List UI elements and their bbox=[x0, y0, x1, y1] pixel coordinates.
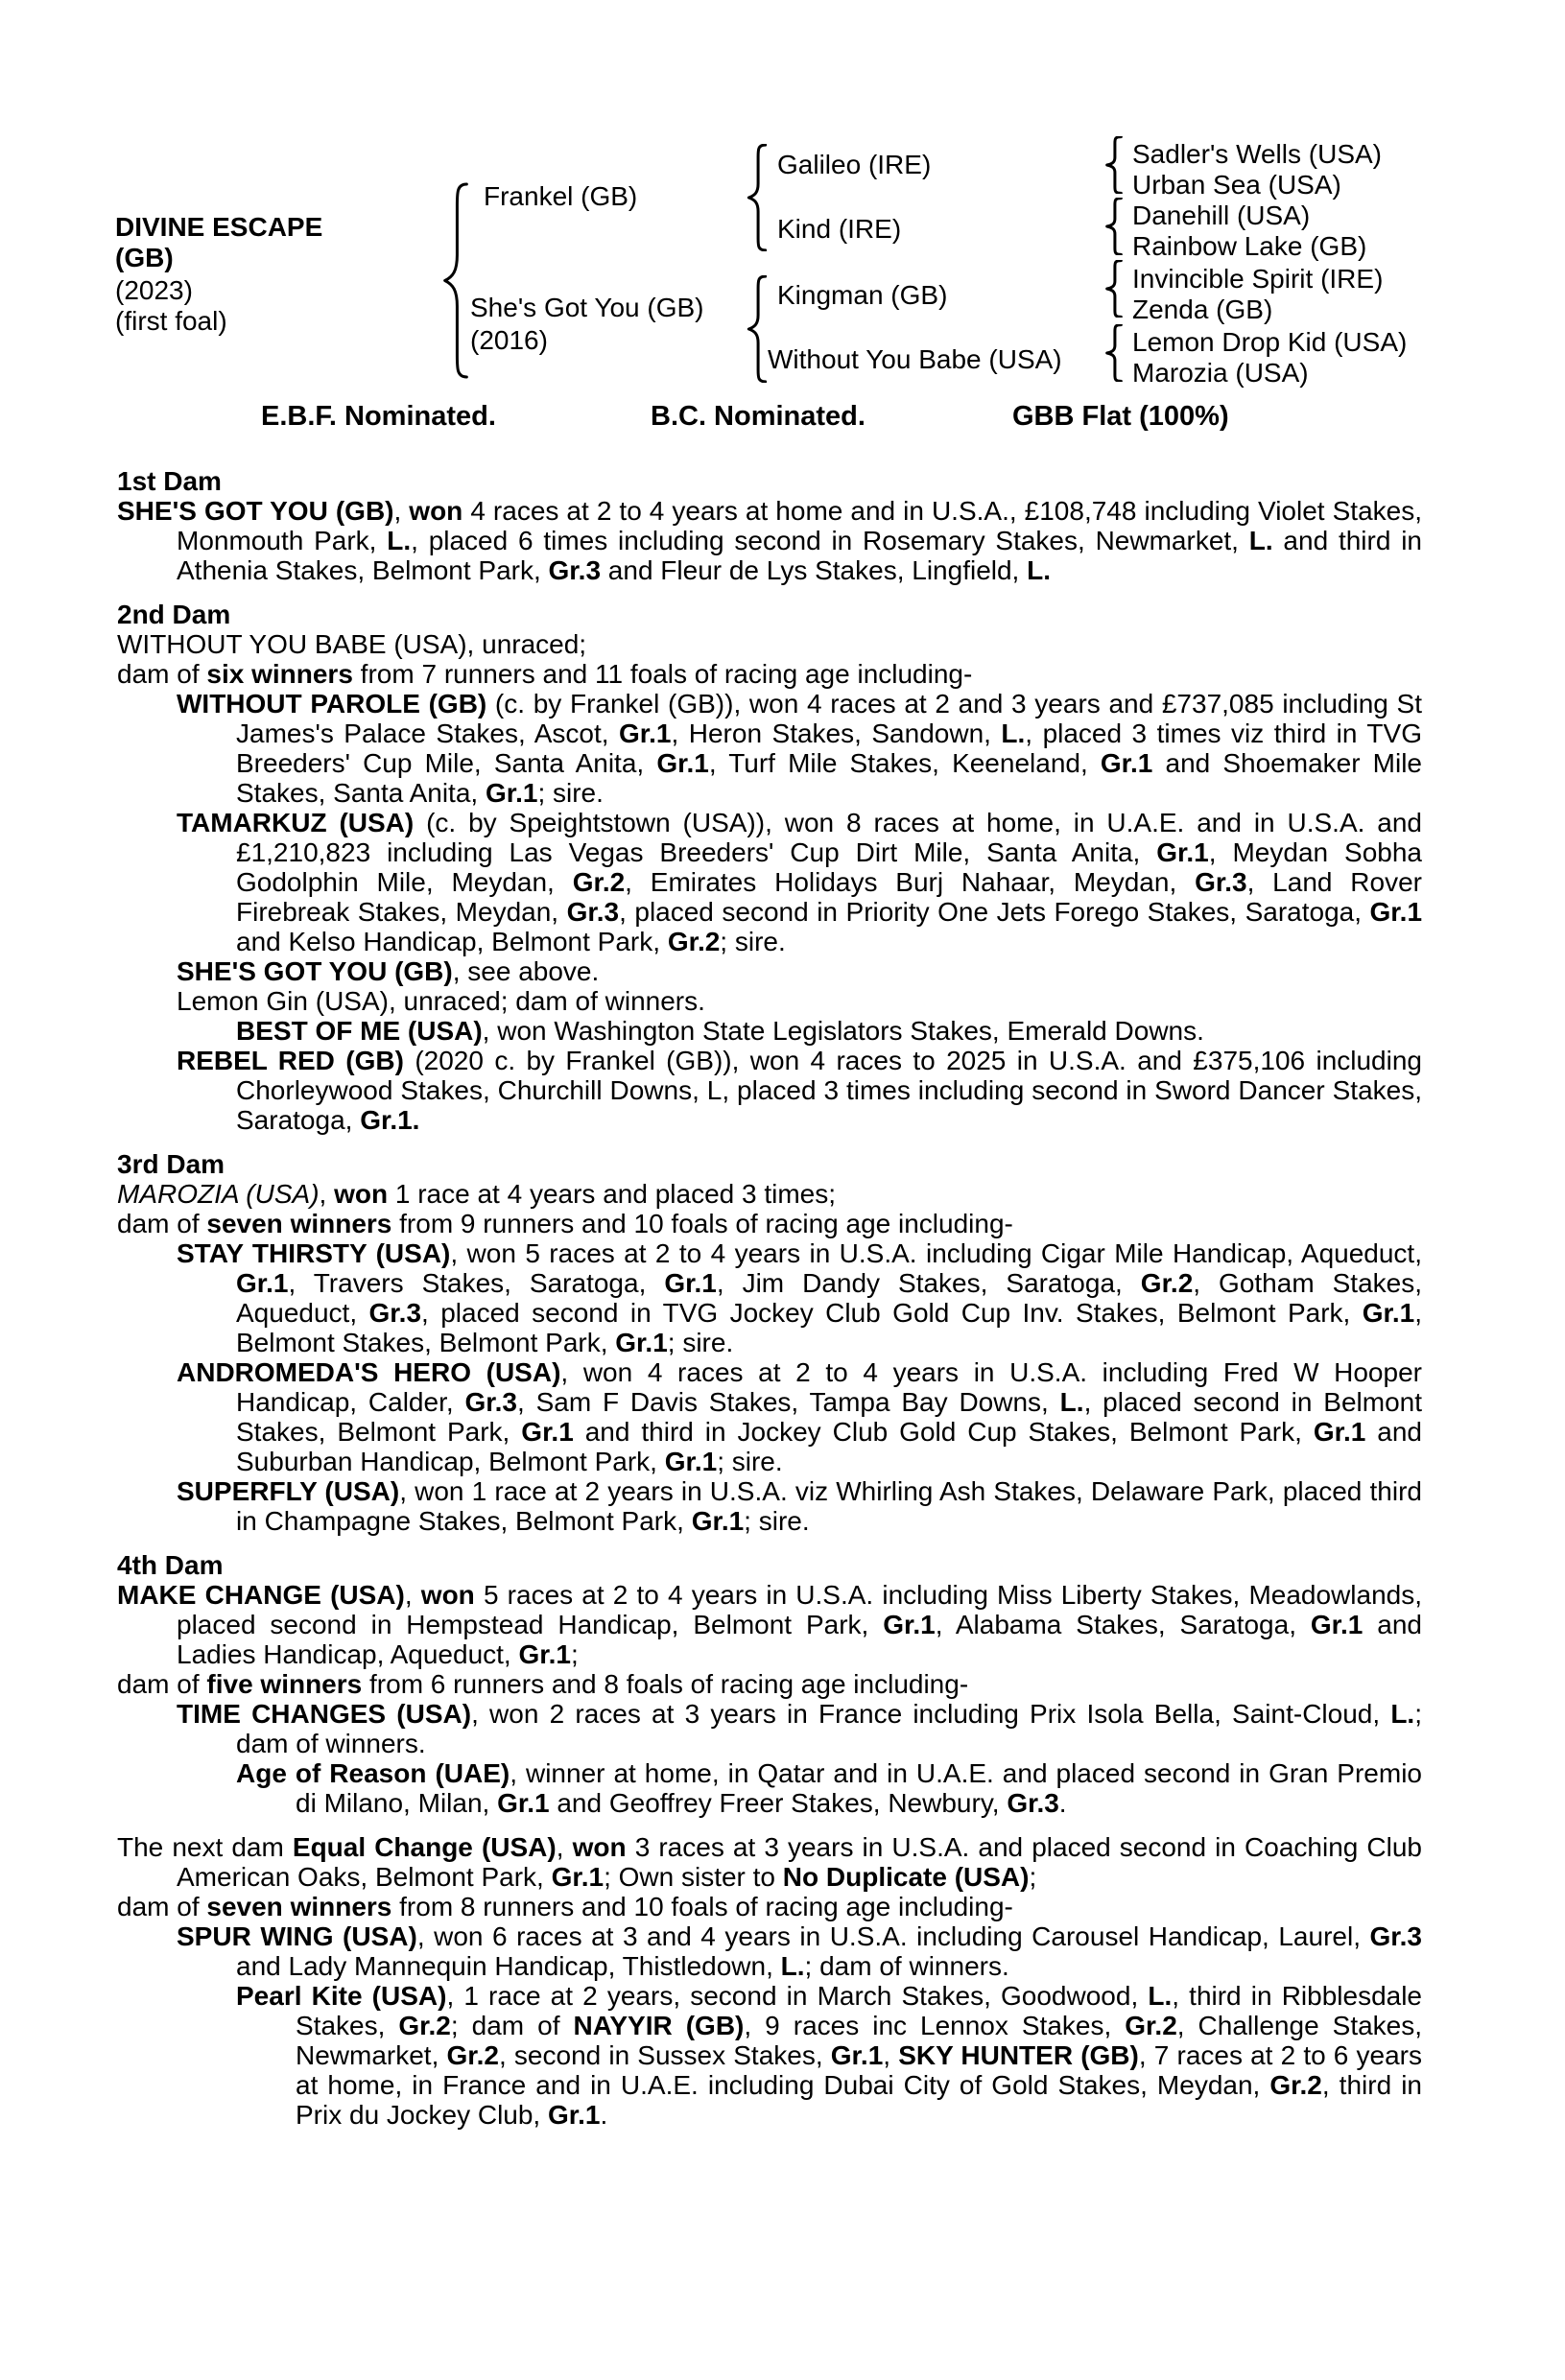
body-text: , Emirates Holidays Burj Nahaar, Meydan, bbox=[625, 867, 1196, 897]
body-text: 1 race at 4 years and placed 3 times; bbox=[388, 1179, 837, 1209]
body-text: ; sire. bbox=[667, 1328, 734, 1357]
grandam-dam: Without You Babe (USA) bbox=[768, 344, 1062, 374]
emphasis-text: REBEL RED (GB) bbox=[177, 1046, 404, 1075]
body-text: , bbox=[883, 2040, 899, 2070]
pedigree-brace-sire bbox=[745, 144, 770, 251]
body-text: 5 races at 2 to 4 years in U.S.A. including Miss Liberty Stakes, Meadowlands, placed second in Hempstead Handicap, Belmont Park, bbox=[177, 1580, 1423, 1639]
body-text: ; bbox=[570, 1639, 579, 1669]
body-text: , bbox=[556, 1832, 573, 1862]
great-grandparent-8: Marozia (USA) bbox=[1132, 358, 1309, 388]
body-text: , 1 race at 2 years, second in March Stakes, Goodwood, bbox=[446, 1981, 1149, 2011]
dam-section bbox=[117, 466, 1422, 585]
emphasis-text: NAYYIR (GB) bbox=[573, 2011, 745, 2040]
emphasis-text: Gr.1 bbox=[497, 1788, 550, 1818]
body-text: ; dam of bbox=[450, 2011, 574, 2040]
body-text: , Meydan Sobha Godolphin Mile, Meydan, bbox=[236, 837, 1422, 897]
body-text: , placed 6 times including second in Rosemary Stakes, Newmarket, bbox=[411, 526, 1249, 555]
emphasis-text: Gr.1 bbox=[1156, 837, 1209, 867]
body-text: dam of bbox=[117, 1209, 207, 1238]
grandam-sire: Kind (IRE) bbox=[777, 214, 902, 244]
emphasis-text: Age of Reason (UAE) bbox=[236, 1758, 510, 1788]
emphasis-text: Pearl Kite (USA) bbox=[236, 1981, 447, 2011]
emphasis-text: Gr.1 bbox=[615, 1328, 668, 1357]
para-dam-of-six-winners bbox=[117, 659, 1422, 689]
body-text: , won 5 races at 2 to 4 years in U.S.A. including Cigar Mile Handicap, Aqueduct, bbox=[450, 1238, 1422, 1268]
emphasis-text: L. bbox=[1001, 719, 1026, 748]
body-text: (2020 c. by Frankel (GB)), won 4 races to 2025 in U.S.A. and £375,106 including Chorleywood Stakes, Churchill Downs, L, placed 3 times including second in Sword Dancer Stakes, Saratoga, bbox=[236, 1046, 1422, 1135]
emphasis-text: Gr.1 bbox=[521, 1417, 574, 1447]
emphasis-text: Gr.2 bbox=[398, 2011, 451, 2040]
emphasis-text: L. bbox=[387, 526, 412, 555]
body-text: WITHOUT YOU BABE (USA), unraced; bbox=[117, 629, 587, 659]
emphasis-text: L. bbox=[1148, 1981, 1173, 2011]
dam-section bbox=[117, 600, 1422, 1135]
emphasis-text: Equal Change (USA) bbox=[292, 1832, 557, 1862]
body-text: , Land Rover Firebreak Stakes, Meydan, bbox=[236, 867, 1422, 927]
emphasis-text: Gr.1 bbox=[664, 1447, 718, 1476]
emphasis-text: won bbox=[409, 496, 463, 526]
ebf-nominated-label: E.B.F. Nominated. bbox=[261, 401, 496, 432]
para-shes-got-you-see-above bbox=[117, 956, 1422, 986]
emphasis-text: No Duplicate (USA) bbox=[782, 1862, 1030, 1892]
body-text: , bbox=[393, 496, 410, 526]
dam-year: (2016) bbox=[470, 325, 548, 355]
body-text: , second in Sussex Stakes, bbox=[499, 2040, 831, 2070]
body-text: , see above. bbox=[452, 956, 600, 986]
emphasis-text: Gr.1 bbox=[830, 2040, 884, 2070]
body-text: , Jim Dandy Stakes, Saratoga, bbox=[716, 1268, 1141, 1298]
emphasis-text: Gr.3 bbox=[464, 1387, 517, 1417]
body-text: dam of bbox=[117, 1669, 207, 1699]
body-text: and Ladies Handicap, Aqueduct, bbox=[177, 1610, 1422, 1669]
dam-section bbox=[117, 1149, 1422, 1536]
emphasis-text: STAY THIRSTY (USA) bbox=[177, 1238, 451, 1268]
body-text: 4 races at 2 to 4 years at home and in U.S.A., £108,748 including Violet Stakes, Monmouth Park, bbox=[177, 496, 1422, 555]
emphasis-text: SHE'S GOT YOU (GB) bbox=[117, 496, 394, 526]
pedigree-brace-dam bbox=[745, 275, 770, 383]
para-lemon-gin bbox=[117, 986, 1422, 1016]
grandsire-dam: Kingman (GB) bbox=[777, 280, 948, 310]
body-text: , won Washington State Legislators Stakes, Emerald Downs. bbox=[482, 1016, 1204, 1046]
body-text: , Turf Mile Stakes, Keeneland, bbox=[708, 748, 1101, 778]
body-text: , Belmont Stakes, Belmont Park, bbox=[236, 1298, 1423, 1357]
para-superfly bbox=[117, 1476, 1422, 1536]
body-text: , won 6 races at 3 and 4 years in U.S.A. including Carousel Handicap, Laurel, bbox=[416, 1921, 1370, 1951]
emphasis-text: L. bbox=[1248, 526, 1273, 555]
emphasis-text: Gr.1 bbox=[1100, 748, 1153, 778]
emphasis-text: MAKE CHANGE (USA) bbox=[117, 1580, 405, 1610]
body-text: from 7 runners and 11 foals of racing age including- bbox=[352, 659, 973, 689]
emphasis-text: Gr.1 bbox=[883, 1610, 936, 1639]
body-text: ; Own sister to bbox=[604, 1862, 783, 1892]
emphasis-text: Gr.1 bbox=[236, 1268, 289, 1298]
body-text: from 8 runners and 10 foals of racing age including- bbox=[391, 1892, 1013, 1921]
para-without-you-babe bbox=[117, 629, 1422, 659]
body-text: and Kelso Handicap, Belmont Park, bbox=[236, 927, 668, 956]
body-text: , placed second in Priority One Jets Forego Stakes, Saratoga, bbox=[619, 897, 1370, 927]
emphasis-text: Gr.1. bbox=[360, 1105, 420, 1135]
emphasis-text: Gr.2 bbox=[446, 2040, 499, 2070]
body-text: , placed second in TVG Jockey Club Gold Cup Inv. Stakes, Belmont Park, bbox=[421, 1298, 1363, 1328]
sire-name: Frankel (GB) bbox=[484, 181, 638, 211]
body-text: , Alabama Stakes, Saratoga, bbox=[935, 1610, 1311, 1639]
body-text: and Suburban Handicap, Belmont Park, bbox=[236, 1417, 1422, 1476]
body-text: ; bbox=[1029, 1862, 1037, 1892]
para-dam-of-seven-winners-2 bbox=[117, 1892, 1422, 1921]
body-text: , Heron Stakes, Sandown, bbox=[671, 719, 1002, 748]
emphasis-text: Gr.3 bbox=[1195, 867, 1247, 897]
body-text: from 9 runners and 10 foals of racing age including- bbox=[391, 1209, 1013, 1238]
bc-nominated-label: B.C. Nominated. bbox=[651, 401, 865, 432]
subject-note: (first foal) bbox=[115, 306, 227, 336]
para-spur-wing bbox=[117, 1921, 1422, 1981]
emphasis-text: Gr.1 bbox=[551, 1862, 605, 1892]
pedigree-brace-gg3 bbox=[1103, 260, 1125, 318]
emphasis-text: TAMARKUZ (USA) bbox=[177, 808, 415, 837]
great-grandparent-7: Lemon Drop Kid (USA) bbox=[1132, 327, 1408, 357]
great-grandparent-2: Urban Sea (USA) bbox=[1132, 170, 1341, 200]
emphasis-text: Gr.1 bbox=[1310, 1610, 1363, 1639]
para-dam-of-five-winners bbox=[117, 1669, 1422, 1699]
emphasis-text: Gr.2 bbox=[1125, 2011, 1177, 2040]
pedigree-brace-gg1 bbox=[1103, 136, 1125, 194]
body-text: , Travers Stakes, Saratoga, bbox=[288, 1268, 665, 1298]
emphasis-text: SHE'S GOT YOU (GB) bbox=[177, 956, 453, 986]
emphasis-text: Gr.3 bbox=[368, 1298, 422, 1328]
emphasis-text: won bbox=[420, 1580, 475, 1610]
para-shes-got-you bbox=[117, 496, 1422, 585]
emphasis-text: WITHOUT PAROLE (GB) bbox=[177, 689, 487, 719]
body-text: , bbox=[319, 1179, 335, 1209]
body-text: (c. by Frankel (GB)), won 4 races at 2 and 3 years and £737,085 including St James's Palace Stakes, Ascot, bbox=[236, 689, 1422, 748]
dam-section bbox=[117, 1550, 1422, 1818]
pedigree-details bbox=[117, 466, 1422, 2130]
emphasis-text: won bbox=[572, 1832, 627, 1862]
emphasis-text: seven winners bbox=[206, 1892, 392, 1921]
body-text: , Gotham Stakes, Aqueduct, bbox=[236, 1268, 1422, 1328]
great-grandparent-6: Zenda (GB) bbox=[1132, 295, 1273, 324]
emphasis-text: Gr.2 bbox=[1140, 1268, 1194, 1298]
body-text: , 7 races at 2 to 6 years at home, in France and in U.A.E. including Dubai City of Gold Stakes, Meydan, bbox=[296, 2040, 1422, 2100]
emphasis-text: Gr.1 bbox=[656, 748, 709, 778]
body-text: , bbox=[404, 1580, 421, 1610]
emphasis-text: SKY HUNTER (GB) bbox=[898, 2040, 1139, 2070]
body-text: , Sam F Davis Stakes, Tampa Bay Downs, bbox=[516, 1387, 1060, 1417]
dam-name: She's Got You (GB) bbox=[470, 293, 704, 322]
body-text: (c. by Speightstown (USA)), won 8 races at home, in U.A.E. and in U.S.A. and £1,210,823 including Las Vegas Breeders' Cup Dirt Mile, Santa Anita, bbox=[236, 808, 1423, 867]
emphasis-text: five winners bbox=[206, 1669, 363, 1699]
body-text: from 6 runners and 8 foals of racing age including- bbox=[362, 1669, 969, 1699]
body-text: and Fleur de Lys Stakes, Lingfield, bbox=[601, 555, 1028, 585]
para-rebel-red bbox=[117, 1046, 1422, 1135]
body-text: , won 1 race at 2 years in U.S.A. viz Whirling Ash Stakes, Delaware Park, placed third in Champagne Stakes, Belmont Park, bbox=[236, 1476, 1422, 1536]
body-text: dam of bbox=[117, 659, 207, 689]
para-make-change bbox=[117, 1580, 1422, 1669]
body-text: , placed 3 times viz third in TVG Breeders' Cup Mile, Santa Anita, bbox=[236, 719, 1422, 778]
great-grandparent-5: Invincible Spirit (IRE) bbox=[1132, 264, 1384, 294]
body-text: , winner at home, in Qatar and in U.A.E. and placed second in Gran Premio di Milano, Milan, bbox=[296, 1758, 1422, 1818]
dam-heading: 2nd Dam bbox=[117, 600, 231, 629]
dam-heading: 3rd Dam bbox=[117, 1149, 225, 1179]
body-text: and third in Athenia Stakes, Belmont Park, bbox=[177, 526, 1422, 585]
para-best-of-me bbox=[117, 1016, 1422, 1046]
emphasis-text: Gr.1 bbox=[619, 719, 672, 748]
emphasis-text: seven winners bbox=[206, 1209, 392, 1238]
great-grandparent-1: Sadler's Wells (USA) bbox=[1132, 139, 1382, 169]
subject-name: DIVINE ESCAPE bbox=[115, 212, 323, 242]
emphasis-text: BEST OF ME (USA) bbox=[236, 1016, 483, 1046]
emphasis-text: Gr.1 bbox=[691, 1506, 745, 1536]
para-stay-thirsty bbox=[117, 1238, 1422, 1357]
body-text: , third in Prix du Jockey Club, bbox=[296, 2070, 1422, 2130]
body-text: , placed second in Belmont Stakes, Belmont Park, bbox=[236, 1387, 1422, 1447]
emphasis-text: Gr.3 bbox=[548, 555, 602, 585]
pedigree-brace-gg4 bbox=[1103, 324, 1125, 382]
body-text: and Geoffrey Freer Stakes, Newbury, bbox=[549, 1788, 1008, 1818]
para-marozia bbox=[117, 1179, 1422, 1209]
emphasis-text: SUPERFLY (USA) bbox=[177, 1476, 400, 1506]
dam-heading: 1st Dam bbox=[117, 466, 222, 496]
body-text: ; dam of winners. bbox=[236, 1699, 1422, 1758]
para-equal-change bbox=[117, 1832, 1422, 1892]
emphasis-text: L. bbox=[780, 1951, 805, 1981]
para-dam-of-seven-winners bbox=[117, 1209, 1422, 1238]
emphasis-text: Gr.3 bbox=[1007, 1788, 1059, 1818]
body-text: 3 races at 3 years in U.S.A. and placed second in Coaching Club American Oaks, Belmont Park, bbox=[177, 1832, 1423, 1892]
emphasis-text: Gr.1 bbox=[518, 1639, 571, 1669]
body-text: , won 2 races at 3 years in France including Prix Isola Bella, Saint-Cloud, bbox=[471, 1699, 1391, 1729]
emphasis-text: Gr.1 bbox=[1369, 897, 1423, 927]
para-time-changes bbox=[117, 1699, 1422, 1758]
dam-heading: 4th Dam bbox=[117, 1550, 224, 1580]
body-text: ; sire. bbox=[717, 1447, 783, 1476]
body-text: ; sire. bbox=[720, 927, 786, 956]
para-pearl-kite bbox=[117, 1981, 1422, 2130]
emphasis-text: Gr.1 bbox=[1313, 1417, 1366, 1447]
emphasis-text: six winners bbox=[206, 659, 353, 689]
emphasis-text: L. bbox=[1059, 1387, 1084, 1417]
emphasis-text: Gr.2 bbox=[572, 867, 626, 897]
para-andromedas-hero bbox=[117, 1357, 1422, 1476]
great-grandparent-4: Rainbow Lake (GB) bbox=[1132, 231, 1367, 261]
emphasis-text: Gr.1 bbox=[548, 2100, 601, 2130]
body-text: . bbox=[1058, 1788, 1067, 1818]
emphasis-text: Gr.3 bbox=[1369, 1921, 1422, 1951]
body-text: The next dam bbox=[117, 1832, 293, 1862]
emphasis-text: L. bbox=[1390, 1699, 1415, 1729]
body-text: , 9 races inc Lennox Stakes, bbox=[744, 2011, 1126, 2040]
body-text: dam of bbox=[117, 1892, 207, 1921]
emphasis-text: Gr.3 bbox=[566, 897, 620, 927]
para-age-of-reason bbox=[117, 1758, 1422, 1818]
body-text: . bbox=[600, 2100, 608, 2130]
grandsire-sire: Galileo (IRE) bbox=[777, 150, 932, 179]
subject-year: (2023) bbox=[115, 275, 193, 305]
pedigree-brace-main bbox=[439, 182, 472, 379]
body-text: ; sire. bbox=[537, 778, 604, 808]
emphasis-text: TIME CHANGES (USA) bbox=[177, 1699, 472, 1729]
body-text: Lemon Gin (USA), unraced; dam of winners. bbox=[177, 986, 705, 1016]
para-without-parole bbox=[117, 689, 1422, 808]
body-text: ; dam of winners. bbox=[804, 1951, 1009, 1981]
dam-section bbox=[117, 1832, 1422, 2130]
pedigree-brace-gg2 bbox=[1103, 198, 1125, 255]
emphasis-text: ANDROMEDA'S HERO (USA) bbox=[177, 1357, 561, 1387]
emphasis-text: L. bbox=[1027, 555, 1052, 585]
emphasis-text: Gr.1 bbox=[485, 778, 538, 808]
body-text: , won 4 races at 2 to 4 years in U.S.A. including Fred W Hooper Handicap, Calder, bbox=[236, 1357, 1422, 1417]
emphasis-text: won bbox=[334, 1179, 389, 1209]
emphasis-text: Gr.2 bbox=[1269, 2070, 1322, 2100]
gbb-flat-label: GBB Flat (100%) bbox=[1012, 401, 1229, 432]
para-tamarkuz bbox=[117, 808, 1422, 956]
body-text: and Lady Mannequin Handicap, Thistledown, bbox=[236, 1951, 781, 1981]
body-text: , third in Ribblesdale Stakes, bbox=[296, 1981, 1423, 2040]
emphasis-text: MAROZIA (USA) bbox=[117, 1179, 320, 1209]
body-text: ; sire. bbox=[744, 1506, 810, 1536]
body-text: and third in Jockey Club Gold Cup Stakes, Belmont Park, bbox=[573, 1417, 1314, 1447]
emphasis-text: Gr.1 bbox=[664, 1268, 717, 1298]
emphasis-text: Gr.1 bbox=[1362, 1298, 1415, 1328]
body-text: , Challenge Stakes, Newmarket, bbox=[296, 2011, 1423, 2070]
emphasis-text: SPUR WING (USA) bbox=[177, 1921, 417, 1951]
subject-country: (GB) bbox=[115, 243, 174, 272]
great-grandparent-3: Danehill (USA) bbox=[1132, 200, 1311, 230]
emphasis-text: Gr.2 bbox=[667, 927, 721, 956]
body-text: and Shoemaker Mile Stakes, Santa Anita, bbox=[236, 748, 1423, 808]
